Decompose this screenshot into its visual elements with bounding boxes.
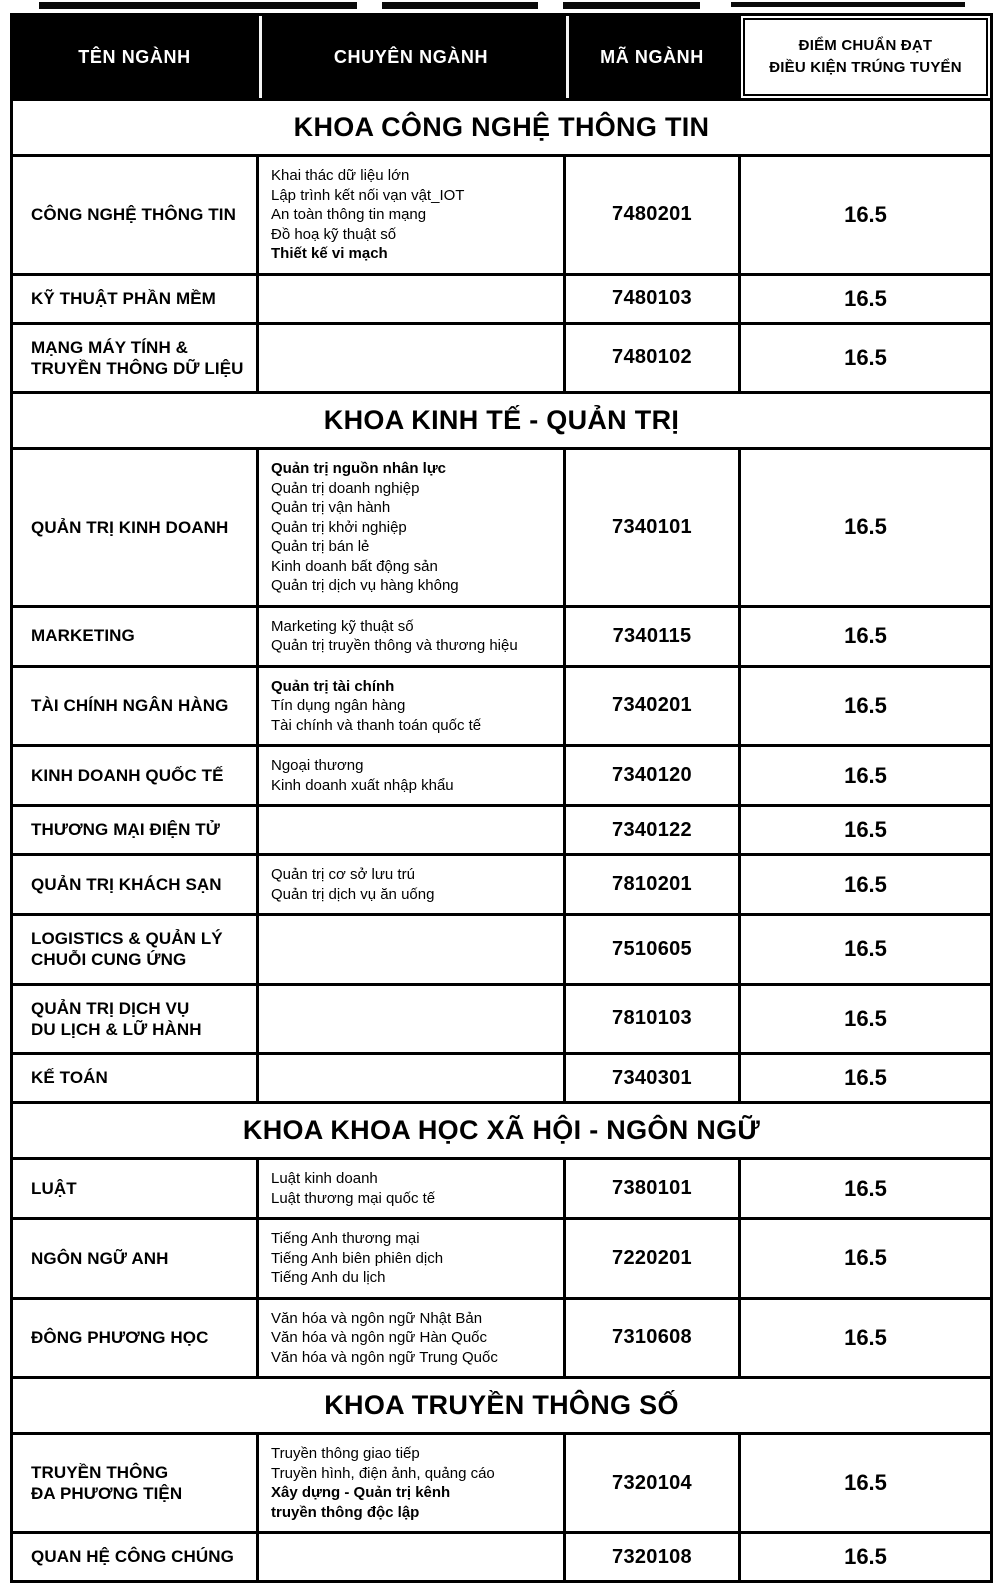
- major-code-cell: 7810103: [565, 984, 740, 1054]
- major-name-line: TRUYỀN THÔNG: [31, 1462, 169, 1482]
- table-row: [12, 1219, 992, 1299]
- specialization-line: Đồ hoạ kỹ thuật số: [271, 225, 397, 243]
- specializations-cell: [258, 606, 565, 666]
- table-row: [12, 666, 992, 746]
- specializations-cell: [258, 746, 565, 806]
- specialization-line: Văn hóa và ngôn ngữ Nhật Bản: [271, 1309, 483, 1327]
- score-cell: 16.5: [740, 606, 992, 666]
- major-name-cell: [12, 274, 258, 323]
- major-code-cell: 7220201: [565, 1219, 740, 1299]
- major-code-cell: 7480102: [565, 323, 740, 393]
- table-header: [12, 15, 992, 100]
- score-cell: 16.5: [740, 449, 992, 607]
- major-name-cell: [12, 1054, 258, 1103]
- specialization-line: Tín dụng ngân hàng: [271, 697, 406, 714]
- specializations-cell: [258, 323, 565, 393]
- specialization-line: Truyền thông giao tiếp: [271, 1445, 420, 1462]
- score-cell: 16.5: [740, 1219, 992, 1299]
- major-name-cell: [12, 666, 258, 746]
- major-name-line: ĐÔNG PHƯƠNG HỌC: [31, 1328, 209, 1348]
- header-diem-chuan: [740, 15, 992, 100]
- specializations-cell: [258, 1434, 565, 1533]
- section-row: [12, 1378, 992, 1434]
- major-name-line: QUAN HỆ CÔNG CHÚNG: [31, 1547, 234, 1567]
- specialization-line: Văn hóa và ngôn ngữ Hàn Quốc: [271, 1329, 488, 1346]
- specializations-cell: [258, 156, 565, 275]
- specialization-line: Quản trị cơ sở lưu trú: [271, 866, 415, 883]
- major-name-line: TÀI CHÍNH NGÂN HÀNG: [31, 696, 229, 716]
- major-name-cell: [12, 1434, 258, 1533]
- specializations-cell: [258, 274, 565, 323]
- major-name-cell: [12, 984, 258, 1054]
- major-code-cell: 7340115: [565, 606, 740, 666]
- score-cell: 16.5: [740, 323, 992, 393]
- section-title: KHOA CÔNG NGHỆ THÔNG TIN: [12, 100, 992, 156]
- major-code-cell: 7320108: [565, 1533, 740, 1582]
- specializations-cell: [258, 1054, 565, 1103]
- specialization-line: Tiếng Anh thương mại: [271, 1230, 420, 1247]
- major-code-cell: 7340122: [565, 806, 740, 855]
- specialization-line: Luật thương mại quốc tế: [271, 1189, 436, 1207]
- score-cell: 16.5: [740, 666, 992, 746]
- score-cell: 16.5: [740, 1298, 992, 1378]
- major-name-cell: [12, 449, 258, 607]
- major-name-cell: [12, 323, 258, 393]
- major-name-line: TRUYỀN THÔNG DỮ LIỆU: [31, 358, 244, 378]
- table-row: [12, 1533, 992, 1582]
- major-name-line: QUẢN TRỊ KHÁCH SẠN: [31, 874, 222, 894]
- table-row: [12, 323, 992, 393]
- major-name-line: KỸ THUẬT PHẦN MỀM: [31, 288, 216, 308]
- major-code-cell: 7810201: [565, 855, 740, 915]
- specialization-line: Lập trình kết nối vạn vật_IOT: [271, 186, 465, 204]
- major-code-cell: 7320104: [565, 1434, 740, 1533]
- specialization-line: Quản trị bán lẻ: [271, 538, 370, 555]
- admission-table-body: [12, 100, 992, 1582]
- specialization-line: truyền thông độc lập: [271, 1503, 420, 1521]
- score-cell: 16.5: [740, 1533, 992, 1582]
- section-row: [12, 100, 992, 156]
- specialization-line: Quản trị dịch vụ ăn uống: [271, 885, 435, 903]
- section-title: KHOA KINH TẾ - QUẢN TRỊ: [12, 393, 992, 449]
- major-name-line: KINH DOANH QUỐC TẾ: [31, 765, 224, 785]
- table-row: [12, 156, 992, 275]
- table-row: [12, 1434, 992, 1533]
- table-row: [12, 274, 992, 323]
- major-name-line: KẾ TOÁN: [31, 1068, 108, 1088]
- major-code-cell: 7480201: [565, 156, 740, 275]
- major-name-cell: [12, 1159, 258, 1219]
- table-row: [12, 1054, 992, 1103]
- header-diem-line2: ĐIỀU KIỆN TRÚNG TUYỂN: [769, 59, 962, 76]
- major-code-cell: 7380101: [565, 1159, 740, 1219]
- specialization-line: Truyền hình, điện ảnh, quảng cáo: [271, 1464, 495, 1482]
- score-cell: 16.5: [740, 806, 992, 855]
- header-chuyen-nganh: CHUYÊN NGÀNH: [258, 15, 565, 100]
- major-name-line: NGÔN NGỮ ANH: [31, 1248, 169, 1268]
- score-cell: 16.5: [740, 746, 992, 806]
- specialization-line: An toàn thông tin mạng: [271, 206, 427, 223]
- major-name-line: ĐA PHƯƠNG TIỆN: [31, 1484, 183, 1503]
- major-name-line: DU LỊCH & LỮ HÀNH: [31, 1019, 202, 1039]
- score-cell: 16.5: [740, 1434, 992, 1533]
- score-cell: 16.5: [740, 984, 992, 1054]
- specialization-line: Tiếng Anh du lịch: [271, 1269, 386, 1286]
- specialization-line: Văn hóa và ngôn ngữ Trung Quốc: [271, 1348, 498, 1366]
- table-row: [12, 746, 992, 806]
- specializations-cell: [258, 915, 565, 985]
- score-cell: 16.5: [740, 915, 992, 985]
- specialization-line: Quản trị nguồn nhân lực: [271, 460, 447, 477]
- score-cell: 16.5: [740, 156, 992, 275]
- specialization-line: Tài chính và thanh toán quốc tế: [271, 716, 482, 734]
- specializations-cell: [258, 666, 565, 746]
- major-name-cell: [12, 606, 258, 666]
- major-name-line: LOGISTICS & QUẢN LÝ: [31, 929, 223, 948]
- major-name-line: MARKETING: [31, 626, 135, 646]
- specialization-line: Quản trị dịch vụ hàng không: [271, 577, 459, 594]
- header-ten-nganh: TÊN NGÀNH: [12, 15, 258, 100]
- specializations-cell: [258, 1159, 565, 1219]
- specializations-cell: [258, 855, 565, 915]
- specialization-line: Quản trị tài chính: [271, 677, 395, 695]
- specialization-line: Luật kinh doanh: [271, 1170, 378, 1187]
- specialization-line: Quản trị truyền thông và thương hiệu: [271, 637, 518, 654]
- section-row: [12, 1103, 992, 1159]
- major-name-line: QUẢN TRỊ DỊCH VỤ: [31, 998, 190, 1018]
- section-title: KHOA KHOA HỌC XÃ HỘI - NGÔN NGỮ: [12, 1103, 992, 1159]
- specializations-cell: [258, 984, 565, 1054]
- score-cell: 16.5: [740, 1159, 992, 1219]
- major-name-line: CHUỖI CUNG ỨNG: [31, 950, 187, 970]
- score-cell: 16.5: [740, 274, 992, 323]
- admission-table-wrap: [10, 13, 990, 1583]
- specialization-line: Xây dựng - Quản trị kênh: [271, 1484, 451, 1501]
- table-row: [12, 984, 992, 1054]
- major-name-cell: [12, 1219, 258, 1299]
- major-code-cell: 7310608: [565, 1298, 740, 1378]
- major-name-cell: [12, 746, 258, 806]
- specialization-line: Marketing kỹ thuật số: [271, 617, 414, 635]
- specialization-line: Tiếng Anh biên phiên dịch: [271, 1249, 444, 1267]
- major-code-cell: 7340301: [565, 1054, 740, 1103]
- header-row: [12, 15, 992, 100]
- major-name-line: CÔNG NGHỆ THÔNG TIN: [31, 205, 236, 225]
- header-ma-nganh: MÃ NGÀNH: [565, 15, 740, 100]
- major-name-line: QUẢN TRỊ KINH DOANH: [31, 517, 229, 537]
- table-row: [12, 606, 992, 666]
- specializations-cell: [258, 449, 565, 607]
- specializations-cell: [258, 1219, 565, 1299]
- specialization-line: Kinh doanh xuất nhập khẩu: [271, 776, 454, 794]
- section-row: [12, 393, 992, 449]
- major-name-cell: [12, 1533, 258, 1582]
- cropped-row-artifact: [0, 2, 1000, 9]
- major-code-cell: 7340120: [565, 746, 740, 806]
- specialization-line: Quản trị doanh nghiệp: [271, 479, 420, 497]
- specialization-line: Kinh doanh bất động sản: [271, 557, 438, 575]
- major-name-cell: [12, 915, 258, 985]
- table-row: [12, 806, 992, 855]
- specializations-cell: [258, 806, 565, 855]
- section-title: KHOA TRUYỀN THÔNG SỐ: [12, 1378, 992, 1434]
- score-cell: 16.5: [740, 1054, 992, 1103]
- major-name-cell: [12, 1298, 258, 1378]
- major-code-cell: 7510605: [565, 915, 740, 985]
- score-cell: 16.5: [740, 855, 992, 915]
- major-code-cell: 7340201: [565, 666, 740, 746]
- major-name-cell: [12, 156, 258, 275]
- major-code-cell: 7480103: [565, 274, 740, 323]
- table-row: [12, 1159, 992, 1219]
- specialization-line: Quản trị khởi nghiệp: [271, 518, 407, 536]
- major-name-cell: [12, 855, 258, 915]
- header-diem-line1: ĐIỂM CHUẨN ĐẠT: [798, 37, 933, 55]
- table-row: [12, 1298, 992, 1378]
- major-name-line: THƯƠNG MẠI ĐIỆN TỬ: [31, 820, 220, 840]
- major-name-line: LUẬT: [31, 1178, 77, 1198]
- specialization-line: Quản trị vận hành: [271, 499, 391, 516]
- major-name-line: MẠNG MÁY TÍNH &: [31, 337, 189, 357]
- specialization-line: Thiết kế vi mạch: [271, 245, 388, 262]
- table-row: [12, 449, 992, 607]
- specialization-line: Khai thác dữ liệu lớn: [271, 167, 410, 184]
- admission-table: [10, 13, 993, 1583]
- table-row: [12, 855, 992, 915]
- table-row: [12, 915, 992, 985]
- specializations-cell: [258, 1298, 565, 1378]
- specialization-line: Ngoại thương: [271, 757, 364, 774]
- major-code-cell: 7340101: [565, 449, 740, 607]
- specializations-cell: [258, 1533, 565, 1582]
- major-name-cell: [12, 806, 258, 855]
